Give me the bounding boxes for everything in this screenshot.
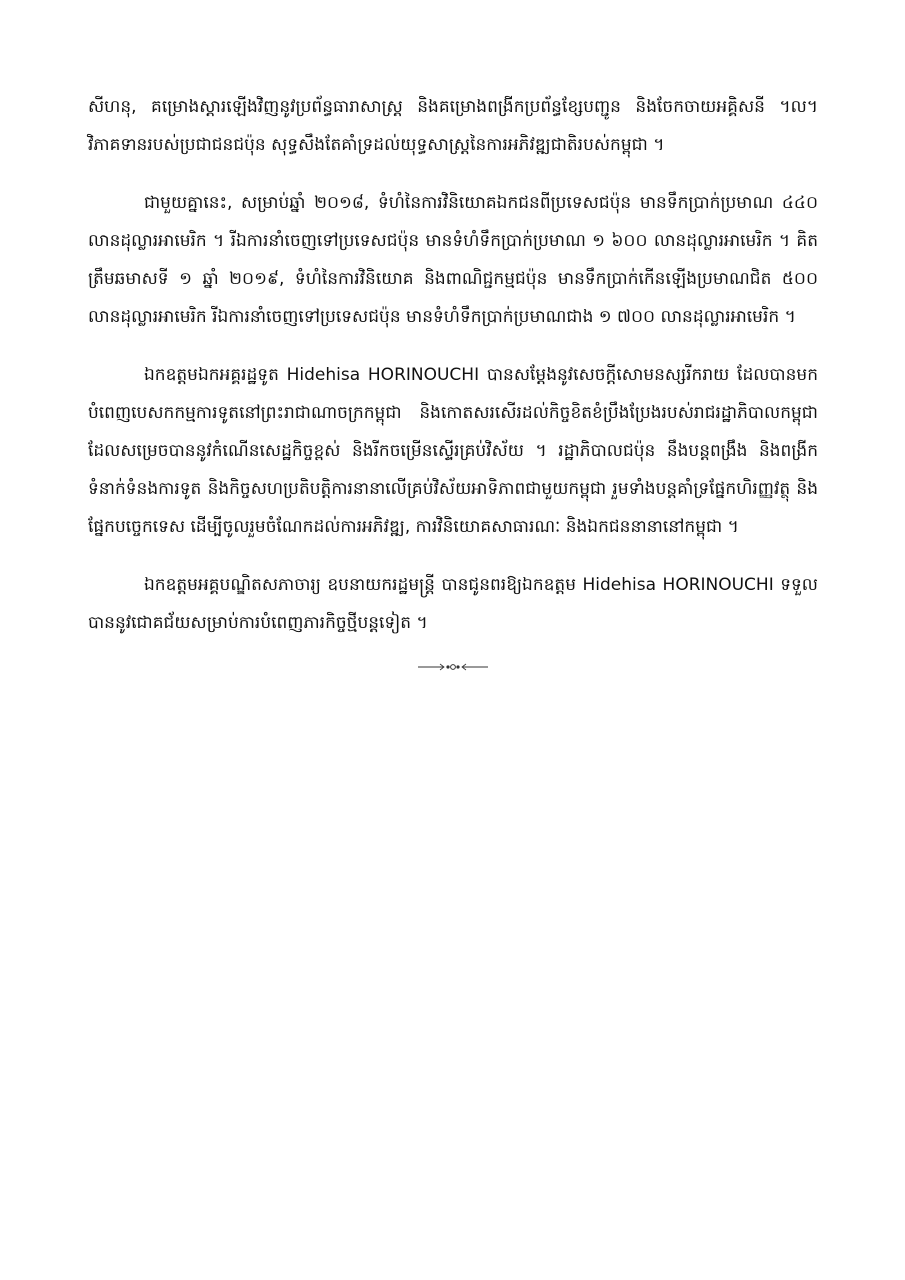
end-ornament-icon (418, 662, 488, 672)
paragraph-4: ឯកឧត្តមអគ្គបណ្ឌិតសភាចារ្យ ឧបនាយករដ្ឋមន្ត្រី បានជូនពរឱ្យឯកឧត្តម Hidehisa HORINOUCHI ទទួលបាននូវជោគជ័យសម្រាប់ការបំពេញភារកិច្ចថ្មីបន្តទៀត ។ (88, 575, 818, 633)
paragraph-3: ឯកឧត្តមឯកអគ្គរដ្ឋទូត Hidehisa HORINOUCHI បានសម្តែងនូវសេចក្តីសោមនស្សរីករាយ ដែលបានមកបំពេញបេសកកម្មការទូតនៅព្រះរាជាណាចក្រកម្ពុជា និងកោតសរសើរដល់កិច្ចខិតខំប្រឹងប្រែងរបស់រាជរដ្ឋាភិបាលកម្ពុជា ដែលសម្រេចបាននូវកំណើនសេដ្ឋកិច្ចខ្ពស់ និងរីកចម្រើនស្ទើរគ្រប់វិស័យ ។ រដ្ឋាភិបាលជប៉ុន នឹងបន្តពង្រឹង និងពង្រីកទំនាក់ទំនងការទូត និងកិច្ចសហប្រតិបត្តិការនានាលើគ្រប់វិស័យអាទិភាពជាមួយកម្ពុជា រួមទាំងបន្តគាំទ្រផ្នែកហិរញ្ញវត្ថុ និងផ្នែកបច្ចេកទេស ដើម្បីចូលរួមចំណែកដល់ការអភិវឌ្ឍ, ការវិនិយោគសាធារណៈ និងឯកជននានានៅកម្ពុជា ។ (88, 365, 818, 537)
paragraph-1: សីហនុ, គម្រោងស្តារឡើងវិញនូវប្រព័ន្ធធារាសាស្ត្រ និងគម្រោងពង្រីកប្រព័ន្ធខ្សែបញ្ជូន និងចែកចាយអគ្គិសនី ។ល។ វិភាគទានរបស់ប្រជាជនជប៉ុន សុទ្ធសឹងតែគាំទ្រដល់យុទ្ធសាស្ត្រនៃការអភិវឌ្ឍជាតិរបស់កម្ពុជា ។ (88, 97, 818, 155)
document-page (88, 88, 818, 672)
paragraph-2: ជាមួយគ្នានេះ, សម្រាប់ឆ្នាំ ២០១៨, ទំហំនៃការវិនិយោគឯកជនពីប្រទេសជប៉ុន មានទឹកប្រាក់ប្រមាណ ៤៤០ លានដុល្លារអាមេរិក ។ រីឯការនាំចេញទៅប្រទេសជប៉ុន មានទំហំទឹកប្រាក់ប្រមាណ ១ ៦០០ លានដុល្លារអាមេរិក ។ គិតត្រឹមឆមាសទី ១ ឆ្នាំ ២០១៩, ទំហំនៃការវិនិយោគ និងពាណិជ្ជកម្មជប៉ុន មានទឹកប្រាក់កើនឡើងប្រមាណជិត ៥០០ លានដុល្លារអាមេរិក រីឯការនាំចេញទៅប្រទេសជប៉ុន មានទំហំទឹកប្រាក់ប្រមាណជាង ១ ៧០០ លានដុល្លារអាមេរិក ។ (88, 193, 818, 327)
